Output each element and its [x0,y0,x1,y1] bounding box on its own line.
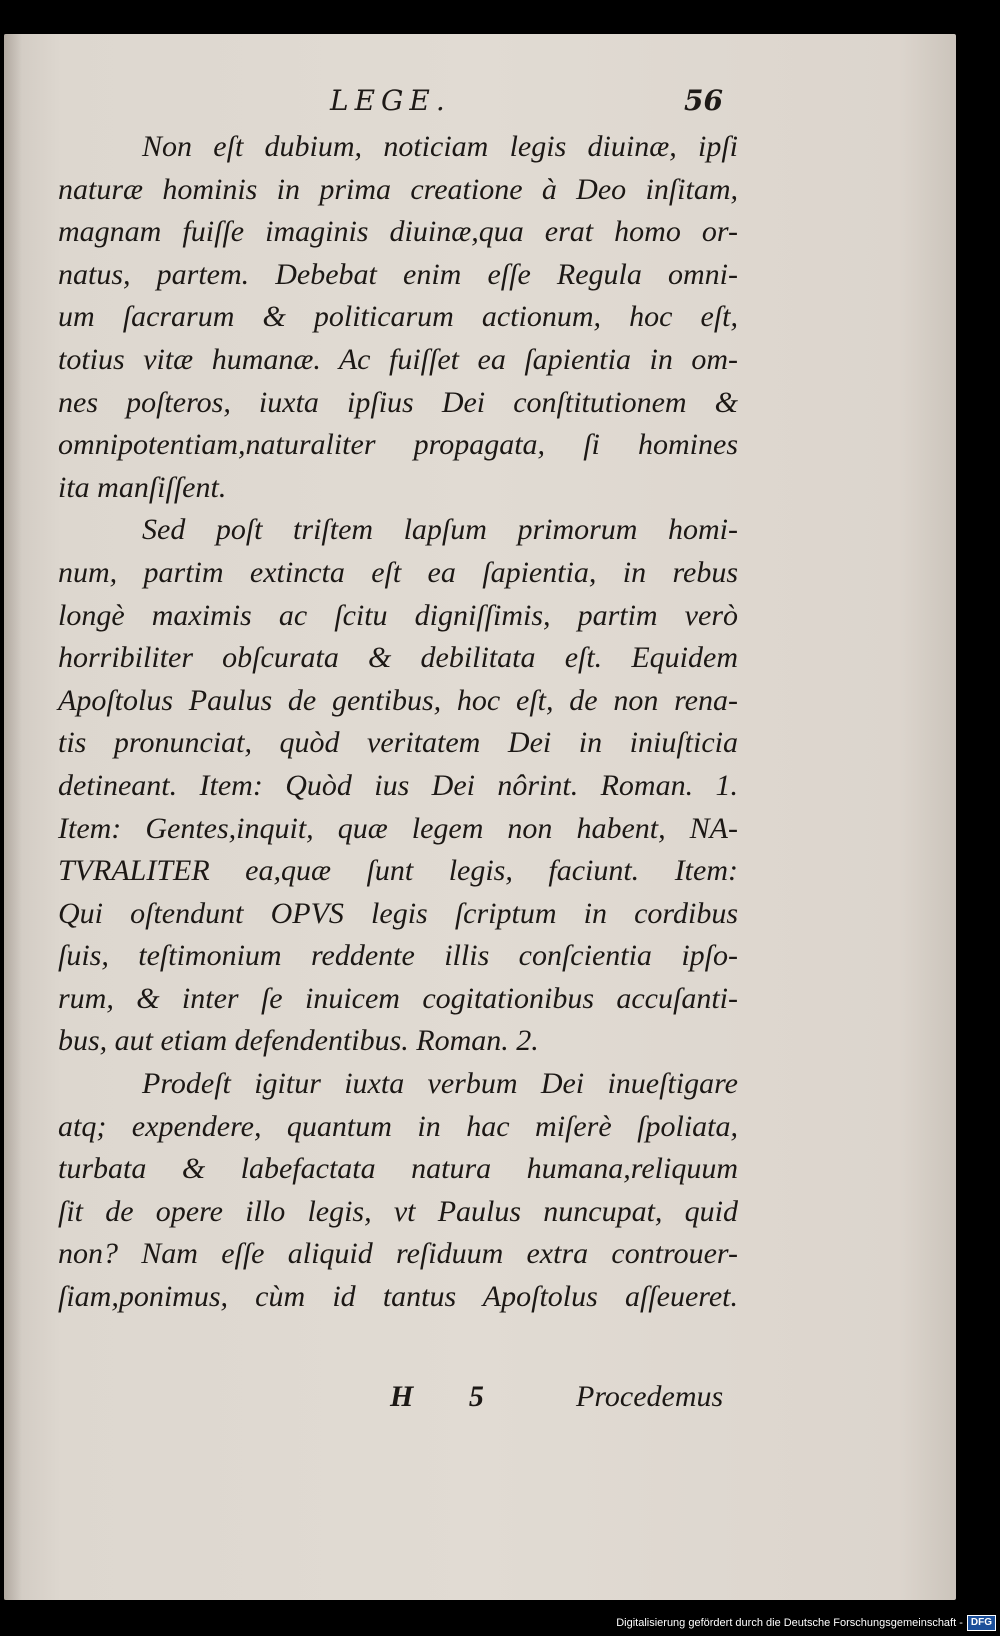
text-line: Qui oſtendunt OPVS legis ſcriptum in cordibus [58,896,738,930]
text-line: natus, partem. Debebat enim eſſe Regula omni- [58,257,738,291]
text-line: bus, aut etiam defendentibus. Roman. 2. [58,1024,539,1058]
text-line: totius vitæ humanæ. Ac fuiſſet ea ſapientia in om- [58,342,738,376]
text-line: omnipotentiam,naturaliter propagata, ſi homines [58,428,738,462]
text-line: ſit de opere illo legis, vt Paulus nuncupat, quid [58,1194,738,1228]
text-line: ſuis, teſtimonium reddente illis conſcientia ipſo- [58,939,738,973]
text-line: Apoſtolus Paulus de gentibus, hoc eſt, de non rena- [58,683,738,717]
catchword: Procedemus [576,1380,724,1413]
text-line: rum, & inter ſe inuicem cogitationibus accuſanti- [58,981,738,1015]
text-line: naturæ hominis in prima creatione à Deo inſitam, [58,172,738,206]
text-line: detineant. Item: Quòd ius Dei nôrint. Roman. 1. [58,768,738,802]
text-line: longè maximis ac ſcitu digniſſimis, partim verò [58,598,738,632]
body-text [58,126,738,1319]
credit-text: Digitalisierung gefördert durch die Deutsche Forschungsgemeinschaft - [616,1617,963,1629]
text-line: um ſacrarum & politicarum actionum, hoc eſt, [58,300,738,334]
text-line: Prodeſt igitur iuxta verbum Dei inueſtigare [142,1067,738,1101]
book-page [4,34,956,1600]
text-line: Sed poſt triſtem lapſum primorum homi- [142,513,738,547]
text-line: ita manſiſſent. [58,470,227,504]
running-head-title: LEGE. [330,84,451,117]
text-line: non? Nam eſſe aliquid reſiduum extra controuer- [58,1237,738,1271]
text-line: TVRALITER ea,quæ ſunt legis, faciunt. Item: [58,854,738,888]
running-head [4,84,956,124]
signature-mark: H 5 [390,1380,508,1413]
text-line: magnam fuiſſe imaginis diuinæ,qua erat homo or- [58,215,738,249]
text-line: Non eſt dubium, noticiam legis diuinæ, ipſi [142,130,738,163]
digitization-credit [616,1612,996,1634]
text-line: nes poſteros, iuxta ipſius Dei conſtitutionem & [58,385,738,419]
text-line: ſiam,ponimus, cùm id tantus Apoſtolus aſſeueret. [58,1280,738,1314]
text-line: Item: Gentes,inquit, quæ legem non habent, NA- [58,811,738,845]
text-line: atq; expendere, quantum in hac miſerè ſpoliata, [58,1109,738,1143]
page-number: 56 [684,84,723,117]
text-line: horribiliter obſcurata & debilitata eſt. Equidem [58,641,738,675]
text-line: num, partim extincta eſt ea ſapientia, in rebus [58,555,738,589]
text-line: tis pronunciat, quòd veritatem Dei in iniuſticia [58,726,738,760]
text-line: turbata & labefactata natura humana,reliquum [58,1152,738,1186]
dfg-logo-icon: DFG [967,1615,996,1631]
page-footer [4,1380,956,1420]
